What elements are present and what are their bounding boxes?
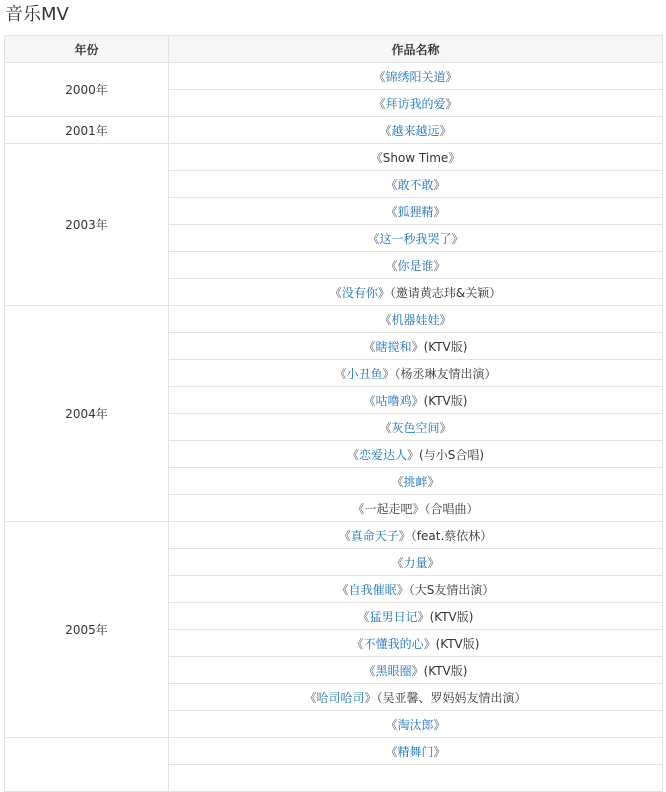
close-book-bracket: 》 (451, 231, 464, 246)
work-cell (169, 117, 663, 144)
work-note: (KTV版) (423, 393, 468, 408)
close-book-bracket: 》 (411, 339, 424, 354)
open-book-bracket: 《 (334, 366, 347, 381)
close-book-bracket: 》 (423, 636, 436, 651)
work-title-link[interactable]: 瞎搅和 (375, 339, 412, 354)
work-cell (169, 252, 663, 279)
open-book-bracket: 《 (370, 150, 383, 165)
work-title-link[interactable]: 越来越远 (391, 123, 440, 138)
work-note: （合唱曲） (424, 501, 479, 516)
open-book-bracket: 《 (357, 609, 370, 624)
work-cell (169, 360, 663, 387)
year-cell: 2003年 (5, 144, 169, 306)
work-title-link[interactable]: 拜访我的爱 (385, 96, 446, 111)
open-book-bracket: 《 (304, 690, 317, 705)
work-title-link[interactable]: 敢不敢 (397, 177, 434, 192)
open-book-bracket: 《 (385, 204, 398, 219)
work-title-link[interactable]: 猛男日记 (369, 609, 418, 624)
close-book-bracket: 》 (427, 474, 440, 489)
work-title-link[interactable]: 精舞门 (397, 744, 434, 759)
work-cell (169, 387, 663, 414)
table-row (5, 117, 663, 144)
work-cell (169, 144, 663, 171)
open-book-bracket: 《 (346, 447, 359, 462)
work-cell (169, 414, 663, 441)
work-title-link[interactable]: 咕噜鸡 (375, 393, 412, 408)
close-book-bracket: 》 (407, 447, 420, 462)
work-title-link[interactable]: 灰色空间 (391, 420, 440, 435)
close-book-bracket: 》 (439, 123, 452, 138)
work-cell (169, 171, 663, 198)
work-title-link[interactable]: 机器娃娃 (391, 312, 440, 327)
open-book-bracket: 《 (363, 339, 376, 354)
work-title-link[interactable]: 挑衅 (403, 474, 428, 489)
work-note: （杨丞琳友情出演） (394, 366, 497, 381)
open-book-bracket: 《 (373, 69, 386, 84)
table-header-row (5, 36, 663, 63)
open-book-bracket: 《 (385, 258, 398, 273)
work-title-link[interactable]: 锦绣阳关道 (385, 69, 446, 84)
work-cell (169, 441, 663, 468)
music-mv-table (4, 35, 663, 792)
close-book-bracket: 》 (398, 528, 411, 543)
work-cell (169, 765, 663, 792)
open-book-bracket: 《 (363, 663, 376, 678)
close-book-bracket: 》 (439, 420, 452, 435)
work-cell (169, 522, 663, 549)
work-cell (169, 549, 663, 576)
open-book-bracket: 《 (385, 744, 398, 759)
year-cell: 2001年 (5, 117, 169, 144)
close-book-bracket: 》 (396, 582, 409, 597)
close-book-bracket: 》 (382, 366, 395, 381)
work-title-link[interactable]: 狐狸精 (397, 204, 434, 219)
work-cell (169, 279, 663, 306)
table-row (5, 738, 663, 765)
close-book-bracket: 》 (433, 177, 446, 192)
open-book-bracket: 《 (367, 231, 380, 246)
close-book-bracket: 》 (445, 96, 458, 111)
open-book-bracket: 《 (379, 420, 392, 435)
work-note: （大S友情出演） (408, 582, 495, 597)
work-cell (169, 198, 663, 225)
open-book-bracket: 《 (379, 123, 392, 138)
close-book-bracket: 》 (411, 393, 424, 408)
open-book-bracket: 《 (391, 474, 404, 489)
work-title: 一起走吧 (364, 501, 413, 516)
work-cell (169, 603, 663, 630)
work-note: (与小S合唱) (419, 447, 485, 462)
open-book-bracket: 《 (363, 393, 376, 408)
work-title-column-header: 作品名称 (169, 36, 663, 63)
work-title-link[interactable]: 没有你 (341, 285, 378, 300)
close-book-bracket: 》 (445, 69, 458, 84)
work-title-link[interactable]: 自我催眠 (348, 582, 397, 597)
open-book-bracket: 《 (379, 312, 392, 327)
work-title: Show Time (382, 150, 449, 165)
work-title-link[interactable]: 不懂我的心 (363, 636, 424, 651)
close-book-bracket: 》 (427, 555, 440, 570)
work-note: (KTV版) (423, 339, 468, 354)
work-cell (169, 711, 663, 738)
open-book-bracket: 《 (338, 528, 351, 543)
work-title-link[interactable]: 恋爱达人 (359, 447, 408, 462)
table-row (5, 63, 663, 90)
work-title-link[interactable]: 真命天子 (350, 528, 399, 543)
year-cell: 2004年 (5, 306, 169, 522)
close-book-bracket: 》 (433, 258, 446, 273)
work-cell (169, 657, 663, 684)
year-column-header: 年份 (5, 36, 169, 63)
work-cell (169, 63, 663, 90)
work-note: （feat.蔡依林） (410, 528, 493, 543)
close-book-bracket: 》 (433, 717, 446, 732)
year-cell: 2005年 (5, 522, 169, 738)
work-title-link[interactable]: 小丑鱼 (346, 366, 383, 381)
table-row (5, 144, 663, 171)
work-title-link[interactable]: 力量 (403, 555, 428, 570)
work-note: (KTV版) (429, 609, 474, 624)
work-title-link[interactable]: 这一秒我哭了 (379, 231, 452, 246)
work-cell (169, 90, 663, 117)
open-book-bracket: 《 (385, 177, 398, 192)
work-title-link[interactable]: 你是谁 (397, 258, 434, 273)
table-row (5, 306, 663, 333)
year-cell (5, 738, 169, 792)
work-note: (KTV版) (435, 636, 480, 651)
page-title: 音乐MV (5, 4, 69, 25)
work-cell (169, 225, 663, 252)
open-book-bracket: 《 (385, 717, 398, 732)
work-cell (169, 333, 663, 360)
table-row (5, 522, 663, 549)
work-cell (169, 684, 663, 711)
work-cell (169, 306, 663, 333)
work-cell (169, 576, 663, 603)
year-cell: 2000年 (5, 63, 169, 117)
work-cell (169, 630, 663, 657)
open-book-bracket: 《 (391, 555, 404, 570)
close-book-bracket: 》 (417, 609, 430, 624)
work-cell (169, 738, 663, 765)
close-book-bracket: 》 (411, 663, 424, 678)
work-note: （邀请黄志玮&关颖） (389, 285, 502, 300)
work-cell (169, 468, 663, 495)
close-book-bracket: 》 (412, 501, 425, 516)
close-book-bracket: 》 (433, 744, 446, 759)
work-title-link[interactable]: 淘汰郎 (397, 717, 434, 732)
close-book-bracket: 》 (448, 150, 461, 165)
work-note: （吴亚馨、罗妈妈友情出演） (376, 690, 527, 705)
open-book-bracket: 《 (336, 582, 349, 597)
open-book-bracket: 《 (373, 96, 386, 111)
work-note: (KTV版) (423, 663, 468, 678)
work-cell (169, 495, 663, 522)
table-body (5, 63, 663, 792)
open-book-bracket: 《 (329, 285, 342, 300)
work-title-link[interactable]: 黑眼圈 (375, 663, 412, 678)
close-book-bracket: 》 (377, 285, 390, 300)
close-book-bracket: 》 (433, 204, 446, 219)
close-book-bracket: 》 (439, 312, 452, 327)
work-title-link[interactable]: 哈司哈司 (316, 690, 365, 705)
open-book-bracket: 《 (351, 636, 364, 651)
close-book-bracket: 》 (364, 690, 377, 705)
open-book-bracket: 《 (352, 501, 365, 516)
